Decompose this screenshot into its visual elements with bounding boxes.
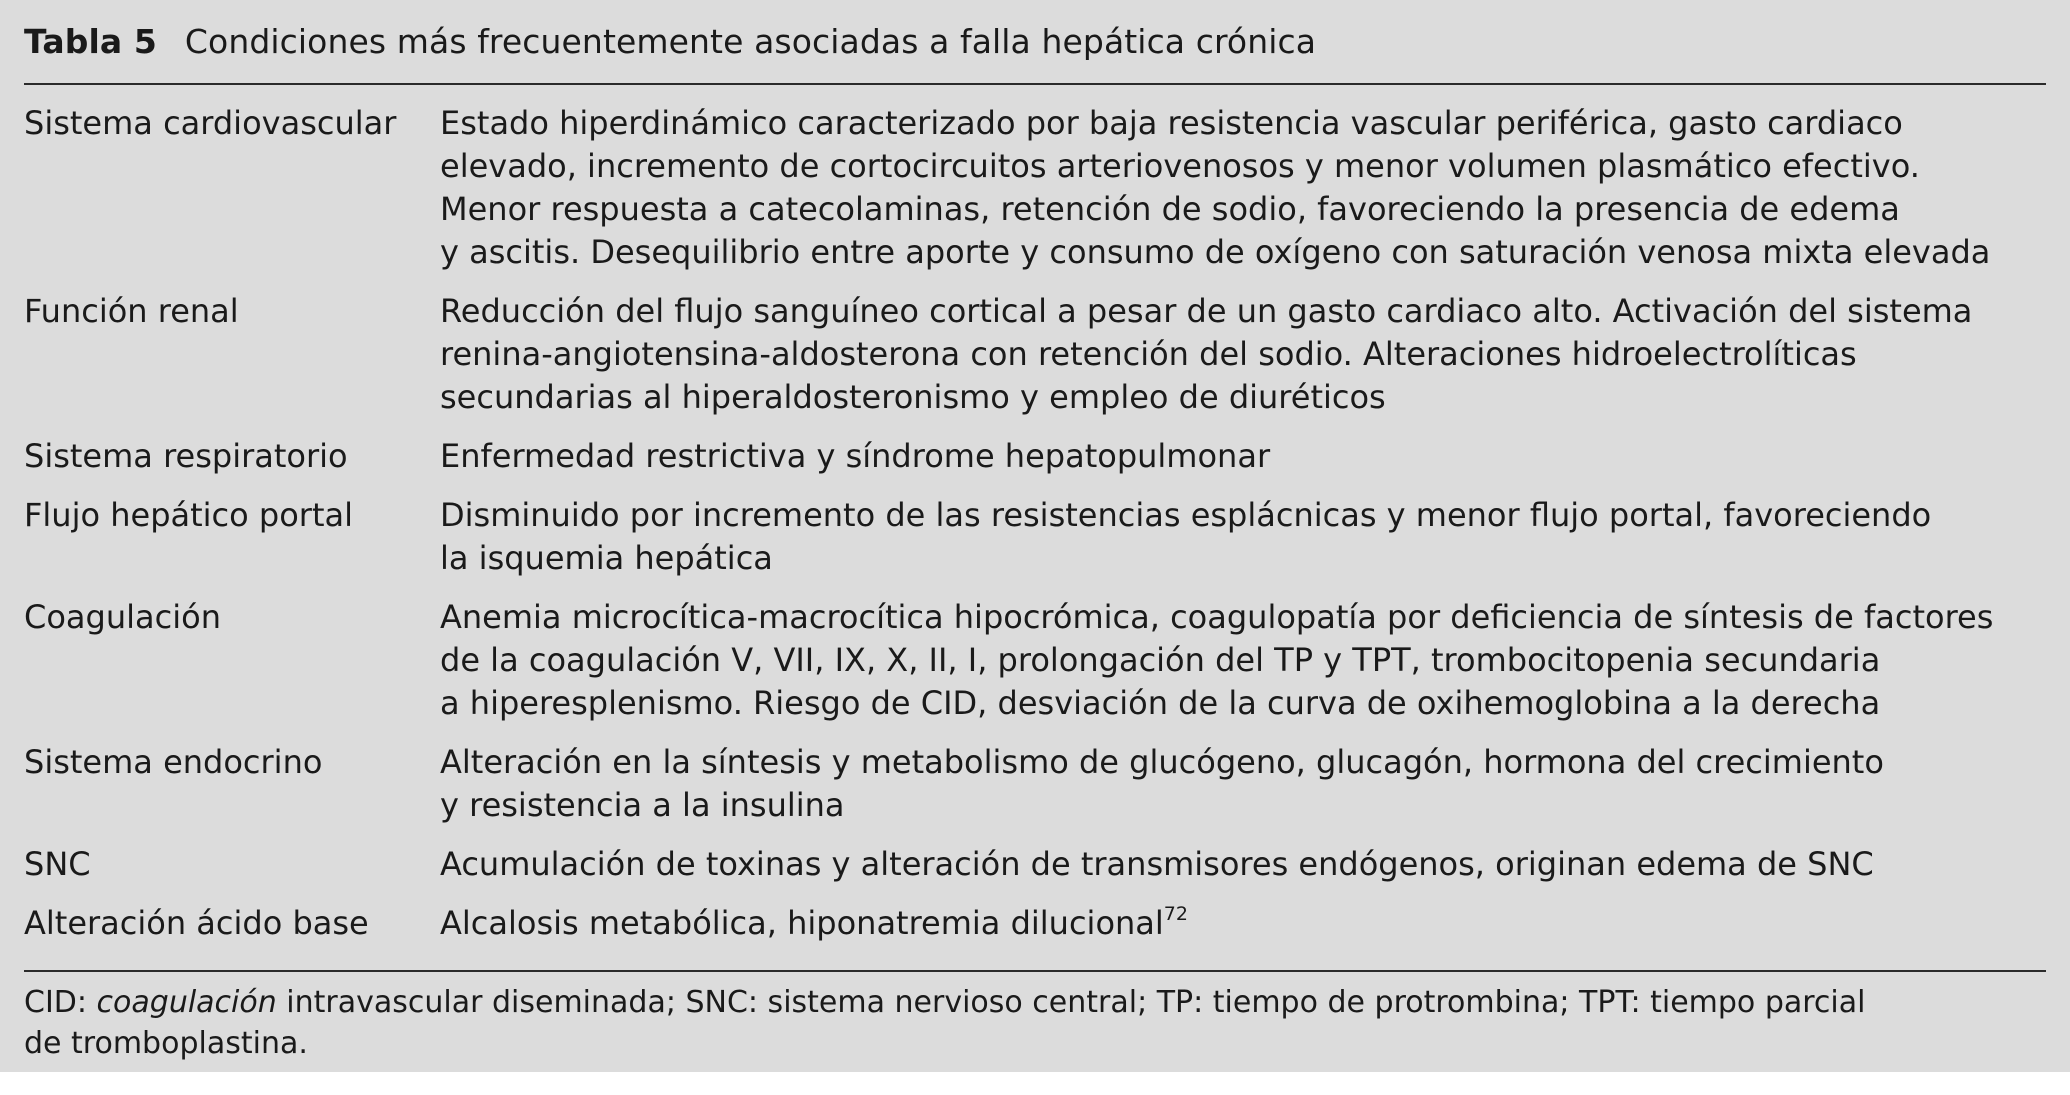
description-text: elevado, incremento de cortocircuitos arteriovenosos y menor volumen plasmático efectivo. (440, 147, 1920, 185)
description-line (440, 231, 2036, 274)
description-line (440, 333, 2036, 376)
description-line (440, 290, 2036, 333)
description-cell (440, 102, 2046, 274)
description-line (440, 682, 2036, 725)
description-cell (440, 290, 2046, 419)
description-text: y resistencia a la insulina (440, 786, 845, 824)
description-text: Disminuido por incremento de las resistencias esplácnicas y menor flujo portal, favoreciendo (440, 496, 1932, 534)
description-text: Enfermedad restrictiva y síndrome hepatopulmonar (440, 437, 1271, 475)
table-row (24, 494, 2046, 580)
description-text: Menor respuesta a catecolaminas, retención de sodio, favoreciendo la presencia de edema (440, 190, 1900, 228)
condition-cell: Flujo hepático portal (24, 496, 353, 534)
table-row (24, 102, 2046, 274)
table-label: Tabla 5 (24, 22, 157, 61)
footnote-rest: intravascular diseminada; SNC: sistema nervioso central; TP: tiempo de protrombina; TPT: tiempo parcial (276, 985, 1866, 1020)
description-line (440, 596, 2036, 639)
description-line (440, 376, 2036, 419)
description-text: Estado hiperdinámico caracterizado por baja resistencia vascular periférica, gasto cardiaco (440, 104, 1903, 142)
description-line (440, 784, 2036, 827)
footnote-prefix: CID: (24, 985, 97, 1020)
description-text: Reducción del flujo sanguíneo cortical a pesar de un gasto cardiaco alto. Activación del sistema (440, 292, 1973, 330)
description-cell (440, 435, 2046, 478)
condition-cell: SNC (24, 845, 91, 883)
table-caption (24, 0, 2046, 83)
condition-cell: Sistema cardiovascular (24, 104, 397, 142)
description-line (440, 145, 2036, 188)
table-footnote (24, 972, 2046, 1064)
condition-cell: Alteración ácido base (24, 904, 369, 942)
description-cell (440, 843, 2046, 886)
description-text: secundarias al hiperaldosteronismo y empleo de diuréticos (440, 378, 1386, 416)
footnote-italic-term: coagulación (96, 985, 277, 1020)
description-cell (440, 494, 2046, 580)
reference-superscript: 72 (1163, 903, 1188, 925)
description-text: Anemia microcítica-macrocítica hipocrómica, coagulopatía por deficiencia de síntesis de factores (440, 598, 1994, 636)
condition-cell: Sistema endocrino (24, 743, 323, 781)
condition-cell: Sistema respiratorio (24, 437, 348, 475)
description-line (440, 537, 2036, 580)
description-line (440, 843, 2036, 886)
description-text: Alcalosis metabólica, hiponatremia dilucional (440, 904, 1164, 942)
table-body (24, 85, 2046, 970)
description-line (440, 639, 2036, 682)
description-text: Alteración en la síntesis y metabolismo de glucógeno, glucagón, hormona del crecimiento (440, 743, 1884, 781)
description-cell (440, 902, 2046, 945)
table-row (24, 596, 2046, 725)
description-text: renina-angiotensina-aldosterona con retención del sodio. Alteraciones hidroelectrolíticas (440, 335, 1857, 373)
description-cell (440, 596, 2046, 725)
description-cell (440, 741, 2046, 827)
table-row (24, 435, 2046, 478)
footnote-line-1 (24, 982, 2046, 1023)
table-row (24, 741, 2046, 827)
description-line (440, 102, 2036, 145)
description-text: Acumulación de toxinas y alteración de transmisores endógenos, originan edema de SNC (440, 845, 1874, 883)
table-row (24, 902, 2046, 945)
description-text: a hiperesplenismo. Riesgo de CID, desviación de la curva de oxihemoglobina a la derecha (440, 684, 1881, 722)
description-line (440, 902, 2036, 945)
condition-cell: Coagulación (24, 598, 221, 636)
description-text: la isquemia hepática (440, 539, 773, 577)
table-row (24, 843, 2046, 886)
condition-cell: Función renal (24, 292, 239, 330)
description-text: y ascitis. Desequilibrio entre aporte y consumo de oxígeno con saturación venosa mixta elevada (440, 233, 1991, 271)
footnote-line-2: de tromboplastina. (24, 1026, 308, 1061)
table-row (24, 290, 2046, 419)
table-title: Condiciones más frecuentemente asociadas a falla hepática crónica (184, 22, 1317, 61)
description-text: de la coagulación V, VII, IX, X, II, I, prolongación del TP y TPT, trombocitopenia secundaria (440, 641, 1881, 679)
description-line (440, 494, 2036, 537)
description-line (440, 188, 2036, 231)
description-line (440, 435, 2036, 478)
description-line (440, 741, 2036, 784)
